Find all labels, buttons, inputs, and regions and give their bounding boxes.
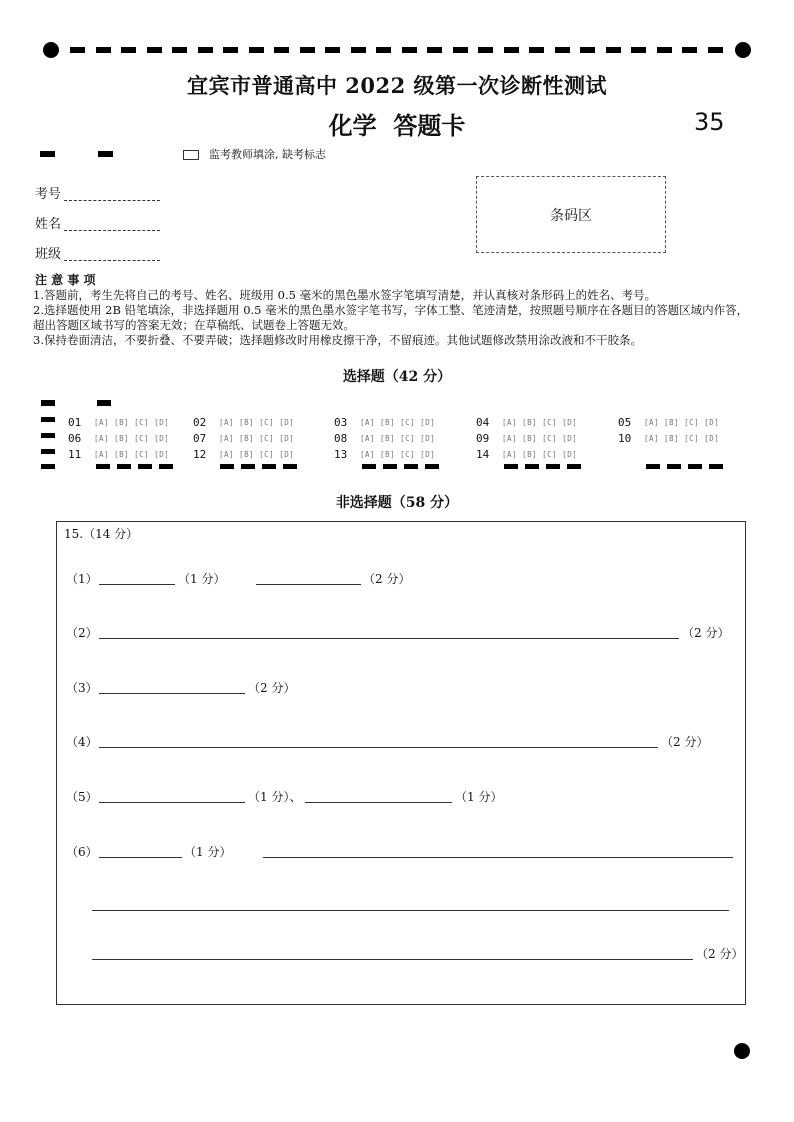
part-1-answer-line-a[interactable]: [99, 583, 175, 585]
question-header: 15.（14 分）: [64, 527, 139, 541]
top-dash-segment: [478, 47, 493, 53]
top-dash-segment: [580, 47, 595, 53]
answer-box-q15: [56, 521, 746, 1005]
top-dash-segment: [555, 47, 570, 53]
timing-mark: [546, 464, 560, 469]
answer-options[interactable]: [A] [B] [C] [D]: [502, 434, 578, 443]
timing-mark: [688, 464, 702, 469]
part-5-answer-line-a[interactable]: [99, 801, 245, 803]
part-6-answer-line-a[interactable]: [99, 856, 182, 858]
top-dash-segment: [453, 47, 468, 53]
top-dash-segment: [682, 47, 697, 53]
notes-list: [33, 288, 753, 348]
top-dash-segment: [325, 47, 340, 53]
notes-item: 2.选择题使用 2B 铅笔填涂，非选择题用 0.5 毫米的黑色墨水签字笔书写，字体工整、笔迹清楚，按照题号顺序在各题目的答题区域内作答，超出答题区域书写的答案无效；在草稿纸、试题卷上答题无效。: [33, 303, 749, 332]
timing-mark: [362, 464, 376, 469]
page-subtitle: 化学 答题卡: [328, 111, 466, 140]
timing-mark: [504, 464, 518, 469]
top-dash-segment: [300, 47, 315, 53]
timing-mark: [404, 464, 418, 469]
question-number: 10: [618, 432, 632, 445]
barcode-label: 条码区: [550, 207, 592, 224]
part-3-score: （2 分）: [248, 681, 296, 695]
top-dash-segment: [504, 47, 519, 53]
question-number: 07: [193, 432, 207, 445]
answer-options[interactable]: [A] [B] [C] [D]: [94, 418, 170, 427]
timing-mark: [98, 151, 113, 157]
answer-options[interactable]: [A] [B] [C] [D]: [502, 418, 578, 427]
name-field[interactable]: [64, 216, 160, 231]
top-dash-segment: [96, 47, 111, 53]
top-dash-segment: [351, 47, 366, 53]
timing-mark: [283, 464, 297, 469]
nonchoice-section-title: 非选择题（58 分）: [335, 495, 459, 511]
top-dash-segment: [274, 47, 289, 53]
answer-options[interactable]: [A] [B] [C] [D]: [360, 418, 436, 427]
part-5-score-b: （1 分）: [455, 790, 503, 804]
part-5-answer-line-b[interactable]: [305, 801, 452, 803]
absent-note: 监考教师填涂, 缺考标志: [209, 148, 326, 161]
alignment-dot-bottom-right: [734, 1043, 750, 1059]
question-number: 13: [334, 448, 348, 461]
part-5-score-a: （1 分）、: [248, 790, 302, 804]
part-1-label: （1）: [66, 572, 98, 586]
notes-item: 1.答题前，考生先将自己的考号、姓名、班级用 0.5 毫米的黑色墨水签字笔填写清楚，并认真核对条形码上的姓名、考号。: [33, 288, 657, 302]
timing-mark: [41, 464, 55, 469]
answer-options[interactable]: [A] [B] [C] [D]: [219, 450, 295, 459]
class-field[interactable]: [64, 246, 160, 261]
timing-mark: [41, 433, 55, 438]
top-dash-segment: [606, 47, 621, 53]
question-number: 03: [334, 416, 348, 429]
timing-mark: [159, 464, 173, 469]
timing-mark: [425, 464, 439, 469]
timing-mark: [41, 449, 55, 454]
answer-options[interactable]: [A] [B] [C] [D]: [94, 450, 170, 459]
timing-mark: [97, 400, 111, 406]
part-3-label: （3）: [66, 681, 98, 695]
part-6-score-end: （2 分）: [696, 947, 744, 961]
answer-options[interactable]: [A] [B] [C] [D]: [219, 434, 295, 443]
part-5-label: （5）: [66, 790, 98, 804]
question-number: 11: [68, 448, 82, 461]
answer-options[interactable]: [A] [B] [C] [D]: [502, 450, 578, 459]
top-dash-segment: [402, 47, 417, 53]
question-number: 05: [618, 416, 632, 429]
timing-mark: [40, 151, 55, 157]
part-1-answer-line-b[interactable]: [256, 583, 361, 585]
top-dash-segment: [70, 47, 85, 53]
timing-mark: [262, 464, 276, 469]
timing-mark: [567, 464, 581, 469]
alignment-dot-top-right: [735, 42, 751, 58]
alignment-dot-top-left: [43, 42, 59, 58]
question-number: 06: [68, 432, 82, 445]
notes-heading: 注 意 事 项: [35, 273, 96, 287]
part-2-score: （2 分）: [682, 626, 730, 640]
exam-number-field[interactable]: [64, 186, 160, 201]
part-6-score-a: （1 分）: [184, 845, 232, 859]
part-4-label: （4）: [66, 735, 98, 749]
notes-item: 3.保持卷面清洁，不要折叠、不要弄破；选择题修改时用橡皮擦干净，不留痕迹。其他试题修改禁用涂改液和不干胶条。: [33, 333, 642, 347]
timing-mark: [41, 400, 55, 406]
name-label: 姓名: [35, 217, 62, 232]
answer-options[interactable]: [A] [B] [C] [D]: [94, 434, 170, 443]
part-2-label: （2）: [66, 626, 98, 640]
top-dash-segment: [249, 47, 264, 53]
question-number: 04: [476, 416, 490, 429]
question-number: 02: [193, 416, 207, 429]
top-dash-segment: [708, 47, 723, 53]
question-number: 01: [68, 416, 82, 429]
part-1-score-a: （1 分）: [178, 572, 226, 586]
top-dash-segment: [172, 47, 187, 53]
timing-mark: [117, 464, 131, 469]
part-4-answer-line[interactable]: [99, 746, 658, 748]
barcode-area: [476, 176, 666, 253]
timing-mark: [383, 464, 397, 469]
part-6-answer-line-c[interactable]: [92, 909, 729, 911]
answer-options[interactable]: [A] [B] [C] [D]: [360, 450, 436, 459]
choice-section-title: 选择题（42 分）: [342, 369, 452, 385]
timing-mark: [667, 464, 681, 469]
answer-options[interactable]: [A] [B] [C] [D]: [219, 418, 295, 427]
question-number: 12: [193, 448, 207, 461]
top-dash-segment: [631, 47, 646, 53]
timing-mark: [709, 464, 723, 469]
top-dash-segment: [529, 47, 544, 53]
top-dash-segment: [198, 47, 213, 53]
part-3-answer-line[interactable]: [99, 692, 245, 694]
exam-number-label: 考号: [35, 187, 62, 202]
top-dash-segment: [147, 47, 162, 53]
top-dash-segment: [121, 47, 136, 53]
part-2-answer-line[interactable]: [99, 637, 679, 639]
answer-options[interactable]: [A] [B] [C] [D]: [644, 418, 720, 427]
timing-mark: [96, 464, 110, 469]
top-dash-segment: [223, 47, 238, 53]
absent-checkbox[interactable]: [183, 150, 199, 160]
part-6-answer-line-d[interactable]: [92, 958, 693, 960]
part-6-answer-line-b[interactable]: [263, 856, 733, 858]
part-6-label: （6）: [66, 845, 98, 859]
top-dash-segment: [376, 47, 391, 53]
question-number: 14: [476, 448, 490, 461]
question-number: 09: [476, 432, 490, 445]
timing-mark: [525, 464, 539, 469]
answer-options[interactable]: [A] [B] [C] [D]: [360, 434, 436, 443]
top-dash-segment: [657, 47, 672, 53]
top-dash-segment: [427, 47, 442, 53]
timing-mark: [41, 417, 55, 422]
timing-mark: [220, 464, 234, 469]
page-title: 宜宾市普通高中 2022 级第一次诊断性测试: [186, 73, 608, 98]
timing-mark: [138, 464, 152, 469]
page-code: 35: [694, 108, 725, 136]
class-label: 班级: [35, 247, 62, 262]
answer-options[interactable]: [A] [B] [C] [D]: [644, 434, 720, 443]
part-1-score-b: （2 分）: [363, 572, 411, 586]
timing-mark: [646, 464, 660, 469]
timing-mark: [241, 464, 255, 469]
question-number: 08: [334, 432, 348, 445]
part-4-score: （2 分）: [661, 735, 709, 749]
